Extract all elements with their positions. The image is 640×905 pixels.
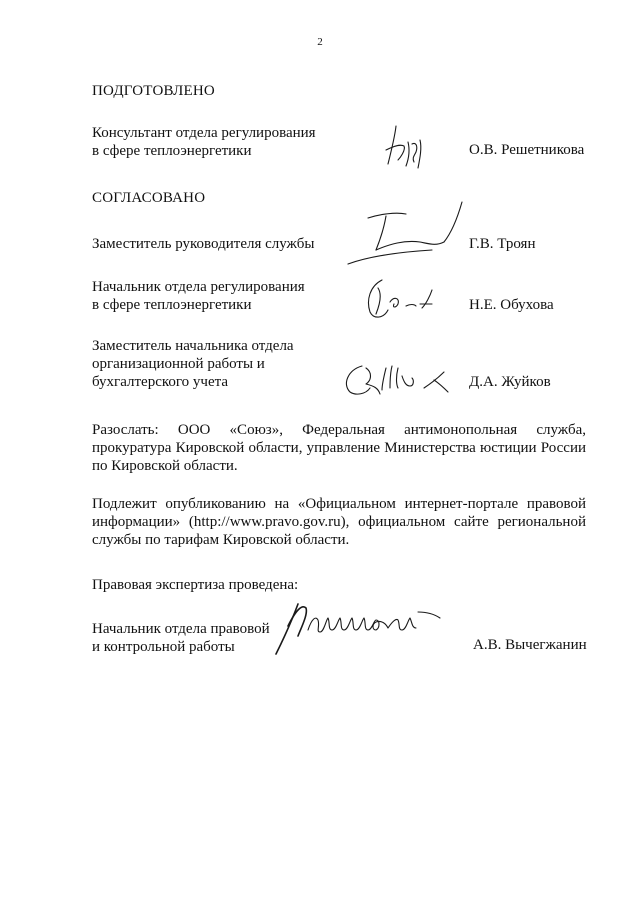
- role-line: Заместитель начальника отдела: [92, 338, 294, 354]
- agreed-signer-role: [92, 278, 352, 314]
- page-number: 2: [317, 36, 323, 48]
- agreed-signer-name: Н.Е. Обухова: [469, 297, 554, 313]
- agreed-heading: СОГЛАСОВАНО: [92, 190, 206, 206]
- role-line: Консультант отдела регулирования: [92, 125, 316, 141]
- role-line: Начальник отдела регулирования: [92, 279, 305, 295]
- legal-review-signer-name: А.В. Вычегжанин: [473, 637, 587, 653]
- signature-zhuykov: [340, 358, 460, 400]
- prepared-heading: ПОДГОТОВЛЕНО: [92, 83, 215, 99]
- legal-review-statement: Правовая экспертиза проведена:: [92, 577, 299, 593]
- role-line: в сфере теплоэнергетики: [92, 297, 252, 313]
- role-line: Заместитель руководителя службы: [92, 236, 315, 252]
- agreed-signer-role: [92, 337, 352, 391]
- agreed-signer-name: Г.В. Троян: [469, 236, 536, 252]
- signature-obukhova: [360, 274, 450, 324]
- prepared-signer-role: [92, 124, 352, 160]
- role-line: в сфере теплоэнергетики: [92, 143, 252, 159]
- signature-vychegzhanin: [268, 596, 448, 660]
- publication-paragraph: Подлежит опубликованию на «Официальном интернет-портале правовой информации» (http://www.pravo.gov.ru), официальном сайте региональной службы по тарифам Кировской области.: [92, 496, 586, 548]
- role-line: бухгалтерского учета: [92, 374, 229, 390]
- agreed-signer-name: Д.А. Жуйков: [469, 374, 551, 390]
- prepared-signer-name: О.В. Решетникова: [469, 142, 585, 158]
- role-line: организационной работы и: [92, 356, 265, 372]
- signature-reshetnikova: [376, 120, 436, 176]
- distribution-paragraph: Разослать: ООО «Союз», Федеральная антимонопольная служба, прокуратура Кировской области, управление Министерства юстиции России по Кировской области.: [92, 422, 586, 474]
- agreed-signer-role: [92, 235, 352, 253]
- role-line: Начальник отдела правовой: [92, 621, 270, 637]
- role-line: и контрольной работы: [92, 639, 235, 655]
- signature-troyan: [340, 192, 470, 272]
